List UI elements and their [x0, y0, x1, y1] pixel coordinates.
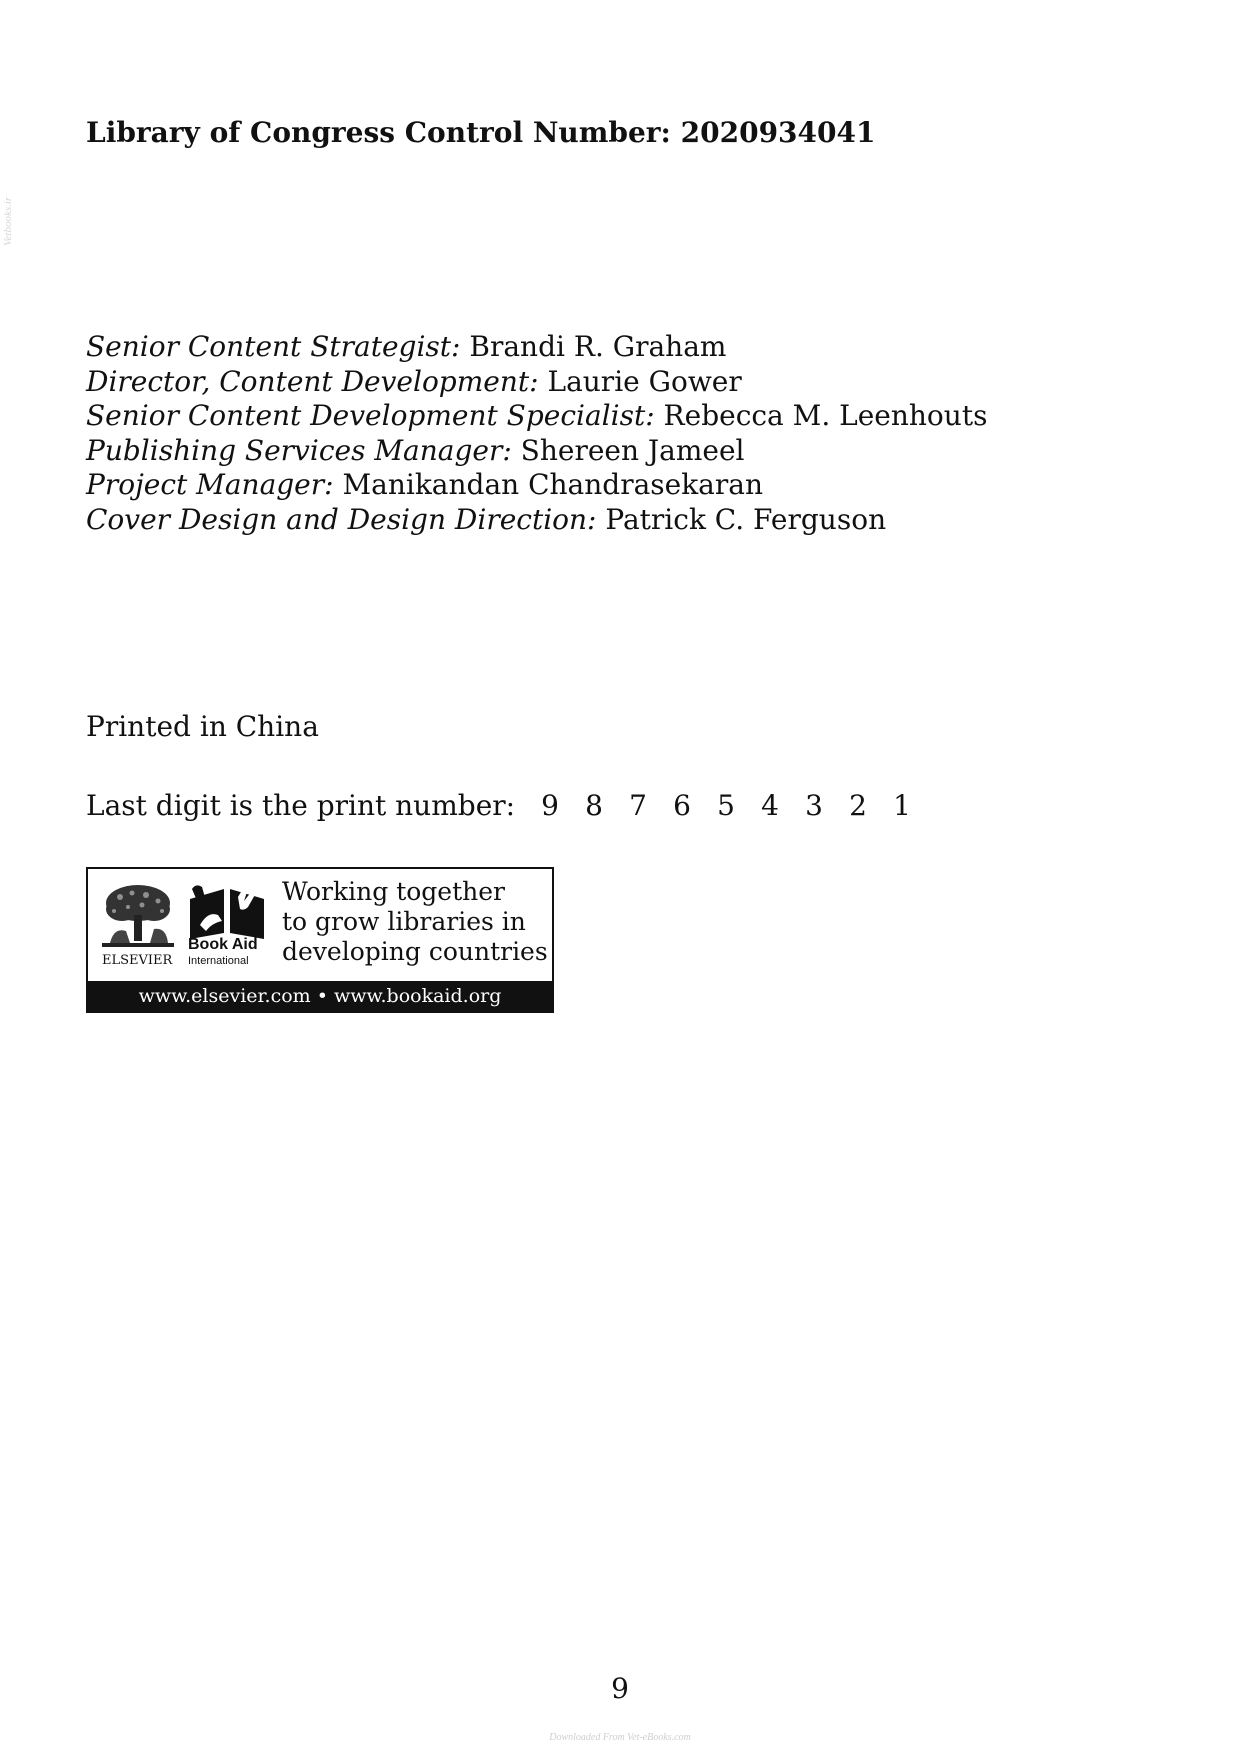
credit-name: Laurie Gower: [547, 364, 742, 398]
credit-name: Patrick C. Ferguson: [605, 502, 887, 536]
printed-in-text: Printed in China: [86, 710, 319, 743]
elsevier-bookaid-logo: [86, 867, 554, 1013]
bottom-watermark: Downloaded From Vet-eBooks.com: [549, 1732, 691, 1743]
book-aid-international: International: [188, 955, 249, 967]
credit-line: [86, 434, 987, 469]
page-number: 9: [611, 1672, 629, 1705]
elsevier-wordmark: ELSEVIER: [102, 953, 173, 968]
credit-role: Senior Content Strategist:: [86, 330, 461, 363]
credit-line: [86, 468, 987, 503]
credit-line: [86, 503, 987, 538]
print-number-line: [86, 789, 937, 822]
print-digit: 2: [849, 789, 867, 822]
logo-top-area: [88, 869, 552, 983]
credit-line: [86, 330, 987, 365]
credit-role: Senior Content Development Specialist:: [86, 399, 655, 432]
logo-slogan: [282, 877, 548, 967]
print-digit: 4: [761, 789, 779, 822]
credit-name: Brandi R. Graham: [469, 330, 727, 363]
slogan-line: to grow libraries in: [282, 907, 526, 936]
credit-line: [86, 365, 987, 400]
print-digit: 1: [893, 789, 911, 822]
credit-role: Director, Content Development:: [86, 364, 539, 398]
side-watermark: Vetbooks.ir: [2, 196, 14, 246]
credit-line: [86, 399, 987, 434]
credit-role: Publishing Services Manager:: [86, 433, 512, 467]
book-aid-wordmark: Book Aid: [188, 936, 258, 953]
credit-name: Rebecca M. Leenhouts: [663, 399, 988, 432]
credits-list: [86, 330, 987, 537]
slogan-line: Working together: [282, 877, 505, 906]
logo-url-bar: www.elsevier.com • www.bookaid.org: [88, 981, 552, 1011]
print-digit: 8: [585, 789, 603, 822]
credit-role: Cover Design and Design Direction:: [86, 502, 597, 536]
print-digits: [541, 789, 937, 822]
print-digit: 5: [717, 789, 735, 822]
print-digit: 7: [629, 789, 647, 822]
print-digit: 9: [541, 789, 559, 822]
print-digit: 3: [805, 789, 823, 822]
credit-name: Shereen Jameel: [520, 433, 745, 467]
lccn-heading: Library of Congress Control Number: 2020934041: [86, 116, 876, 149]
credit-role: Project Manager:: [86, 468, 334, 501]
print-number-label: Last digit is the print number:: [86, 789, 516, 822]
credit-name: Manikandan Chandrasekaran: [342, 468, 763, 501]
book-aid-hands-icon: [188, 881, 266, 943]
print-digit: 6: [673, 789, 691, 822]
elsevier-tree-icon: [100, 883, 176, 949]
slogan-line: developing countries: [282, 937, 548, 966]
